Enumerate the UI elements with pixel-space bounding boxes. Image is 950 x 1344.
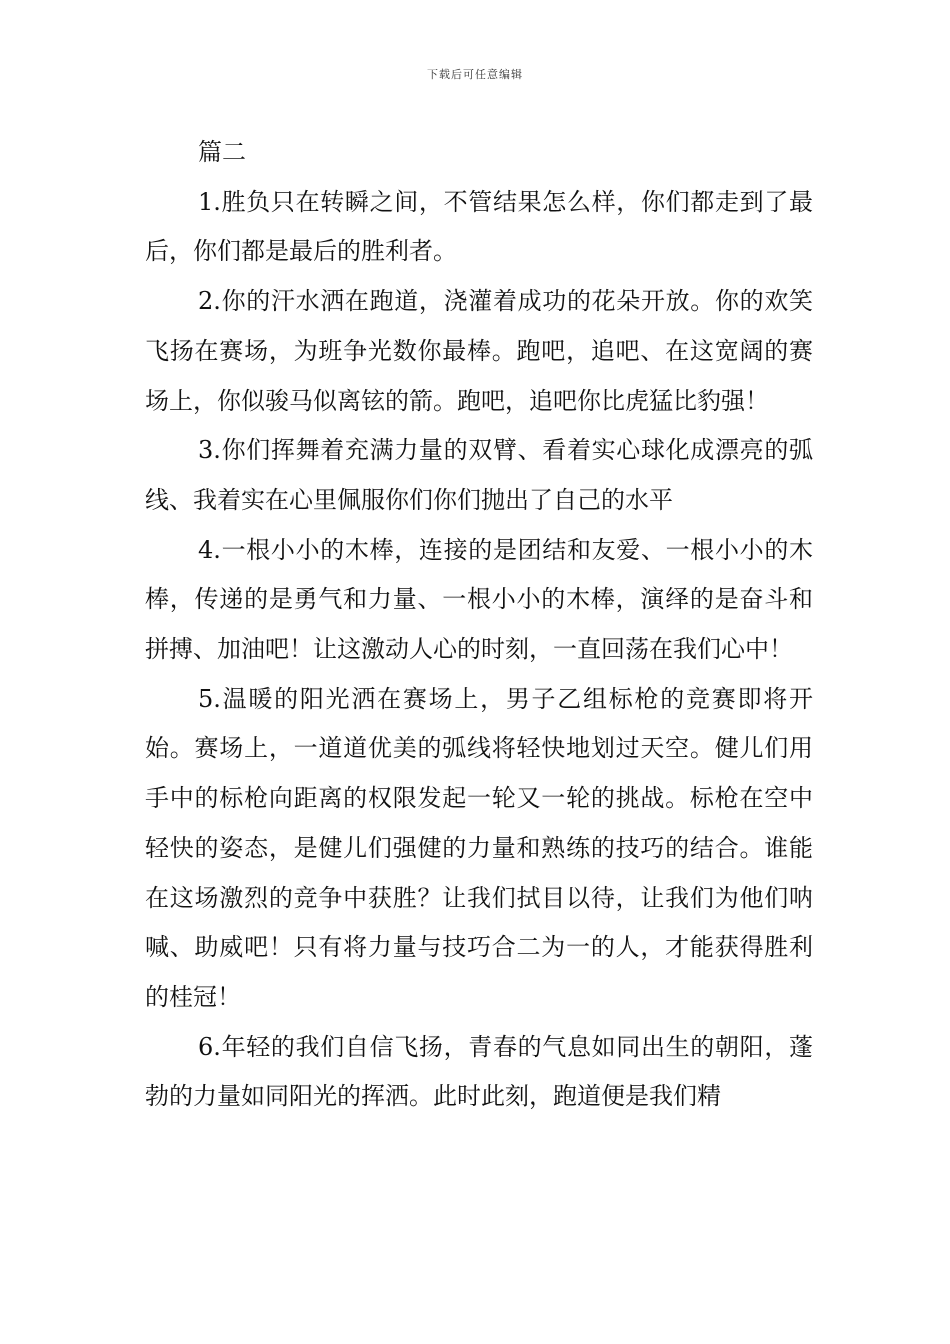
paragraph-6: 6.年轻的我们自信飞扬，青春的气息如同出生的朝阳，蓬勃的力量如同阳光的挥洒。此时此刻，跑道便是我们精 (145, 1032, 813, 1111)
paragraph-3: 3.你们挥舞着充满力量的双臂、看着实心球化成漂亮的弧线、我着实在心里佩服你们你们抛出了自己的水平 (145, 436, 813, 514)
paragraph-4: 4.一根小小的木棒，连接的是团结和友爱、一根小小的木棒，传递的是勇气和力量、一根小小的木棒，演绎的是奋斗和拼搏、加油吧！让这激动人心的时刻，一直回荡在我们心中！ (145, 535, 813, 664)
section-title: 篇二 (198, 138, 246, 166)
document-body (145, 128, 813, 1122)
paragraph-5: 5.温暖的阳光洒在赛场上，男子乙组标枪的竞赛即将开始。赛场上，一道道优美的弧线将轻快地划过天空。健儿们用手中的标枪向距离的权限发起一轮又一轮的挑战。标枪在空中轻快的姿态，是健儿们强健的力量和熟练的技巧的结合。谁能在这场激烈的竞争中获胜？让我们拭目以待，让我们为他们呐喊、助威吧！只有将力量与技巧合二为一的人，才能获得胜利的桂冠！ (145, 684, 813, 1011)
paragraph-1: 1.胜负只在转瞬之间，不管结果怎么样，你们都走到了最后，你们都是最后的胜利者。 (145, 187, 813, 266)
paragraph-2: 2.你的汗水洒在跑道，浇灌着成功的花朵开放。你的欢笑飞扬在赛场，为班争光数你最棒。跑吧，追吧、在这宽阔的赛场上，你似骏马似离铉的箭。跑吧，追吧你比虎猛比豹强！ (145, 287, 813, 415)
header-note: 下载后可任意编辑 (427, 68, 523, 81)
